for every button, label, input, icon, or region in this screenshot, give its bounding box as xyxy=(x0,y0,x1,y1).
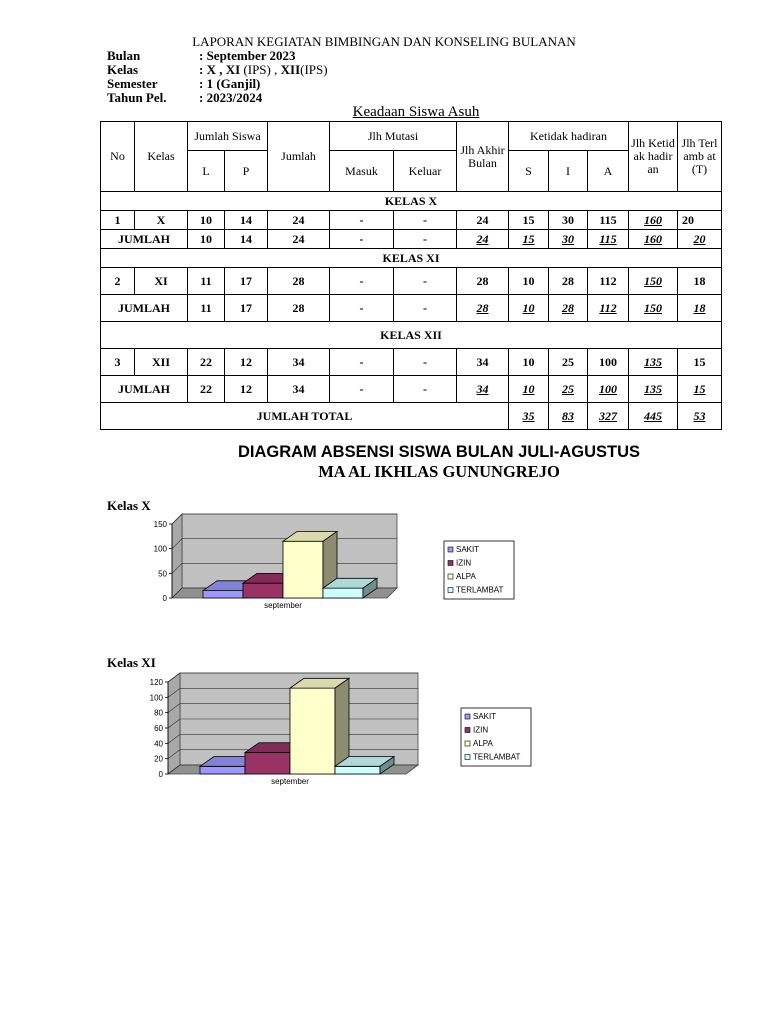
legend-label-izin: IZIN xyxy=(456,558,472,568)
cell-s: 10 xyxy=(509,349,549,376)
cell-keluar: - xyxy=(394,295,457,322)
info-label-tahun: Tahun Pel. xyxy=(107,90,167,105)
cell-keluar: - xyxy=(394,211,457,230)
cell-terlambat: 20 xyxy=(678,230,722,249)
legend-swatch-sakit xyxy=(465,714,470,719)
y-tick-label: 150 xyxy=(153,520,167,529)
cell-akhir: 28 xyxy=(457,268,509,295)
cell-i: 83 xyxy=(549,403,588,430)
legend-swatch-terlambat xyxy=(448,588,453,593)
cell-terlambat: 15 xyxy=(678,376,722,403)
info-value-tahun: : 2023/2024 xyxy=(199,90,263,105)
y-tick-label: 120 xyxy=(149,678,163,687)
info-label-semester: Semester xyxy=(107,76,158,91)
bar-terlambat-front xyxy=(323,588,363,598)
header-mutasi: Jlh Mutasi xyxy=(330,122,457,151)
cell-l: 11 xyxy=(188,295,225,322)
legend-swatch-izin xyxy=(465,728,470,733)
cell-masuk: - xyxy=(330,268,394,295)
chart-1 xyxy=(150,673,531,786)
y-tick-label: 100 xyxy=(153,544,167,554)
legend-label-terlambat: TERLAMBAT xyxy=(473,752,521,762)
legend-swatch-alpa xyxy=(465,741,470,746)
cell-a: 112 xyxy=(588,268,629,295)
cell-a: 100 xyxy=(588,349,629,376)
bar-alpa-front xyxy=(283,541,323,598)
cell-i: 25 xyxy=(549,376,588,403)
cell-keluar: - xyxy=(394,230,457,249)
header-a: A xyxy=(588,151,629,192)
cell-s: 35 xyxy=(509,403,549,430)
cell-masuk: - xyxy=(330,376,394,403)
header-jumlah-siswa: Jumlah Siswa xyxy=(188,122,268,151)
info-label-kelas: Kelas xyxy=(107,62,139,77)
cell-s: 10 xyxy=(509,376,549,403)
cell-terlambat: 18 xyxy=(678,268,722,295)
cell-l: 11 xyxy=(188,268,225,295)
cell-jlh-ketidakhadiran: 445 xyxy=(629,403,678,430)
cell-p: 12 xyxy=(225,349,268,376)
cell-terlambat: 20 xyxy=(678,211,722,230)
chart-side-wall xyxy=(172,514,182,598)
cell-p: 12 xyxy=(225,376,268,403)
cell-jumlah: 34 xyxy=(268,349,330,376)
cell-akhir: 28 xyxy=(457,295,509,322)
cell-no: 1 xyxy=(101,211,135,230)
cell-l: 22 xyxy=(188,376,225,403)
y-tick-label: 50 xyxy=(158,569,167,579)
cell-jlh-ketidakhadiran: 135 xyxy=(629,349,678,376)
cell-akhir: 34 xyxy=(457,376,509,403)
header-akhir: Jlh Akhir Bulan xyxy=(457,122,509,192)
chart-0 xyxy=(154,514,514,610)
header-masuk: Masuk xyxy=(330,151,394,192)
chart-label-kelas-xi: Kelas XI xyxy=(107,655,156,670)
cell-jumlah: 24 xyxy=(268,211,330,230)
cell-jlh-ketidakhadiran: 150 xyxy=(629,268,678,295)
bar-sakit-front xyxy=(203,591,243,598)
cell-akhir: 24 xyxy=(457,211,509,230)
header-jumlah: Jumlah xyxy=(268,122,330,192)
cell-p: 17 xyxy=(225,295,268,322)
header-i: I xyxy=(549,151,588,192)
total-label: JUMLAH xyxy=(101,230,188,249)
cell-jlh-ketidakhadiran: 160 xyxy=(629,230,678,249)
legend-label-terlambat: TERLAMBAT xyxy=(456,585,504,595)
grand-total-label: JUMLAH TOTAL xyxy=(101,403,509,430)
diagram-title-line1: DIAGRAM ABSENSI SISWA BULAN JULI-AGUSTUS xyxy=(237,443,641,461)
table-title: Keadaan Siswa Asuh xyxy=(352,104,480,120)
section-header: KELAS XII xyxy=(101,322,722,349)
cell-p: 17 xyxy=(225,268,268,295)
cell-l: 22 xyxy=(188,349,225,376)
cell-a: 112 xyxy=(588,295,629,322)
info-value-kelas-xii: XII xyxy=(280,62,301,77)
cell-terlambat: 18 xyxy=(678,295,722,322)
cell-p: 14 xyxy=(225,230,268,249)
cell-i: 28 xyxy=(549,295,588,322)
legend-swatch-terlambat xyxy=(465,755,470,760)
cell-l: 10 xyxy=(188,211,225,230)
y-tick-label: 100 xyxy=(149,693,163,703)
diagram-title-line2: MA AL IKHLAS GUNUNGREJO xyxy=(318,462,560,481)
cell-l: 10 xyxy=(188,230,225,249)
cell-a: 100 xyxy=(588,376,629,403)
cell-terlambat: 15 xyxy=(678,349,722,376)
cell-jumlah: 28 xyxy=(268,268,330,295)
cell-jumlah: 24 xyxy=(268,230,330,249)
header-kelas: Kelas xyxy=(135,122,188,192)
header-l: L xyxy=(188,151,225,192)
cell-s: 15 xyxy=(509,211,549,230)
cell-s: 15 xyxy=(509,230,549,249)
cell-kelas: XI xyxy=(135,268,188,295)
y-tick-label: 80 xyxy=(154,708,163,718)
info-value-kelas-ips: (IPS) , xyxy=(240,62,281,77)
y-tick-label: 0 xyxy=(158,770,163,779)
bar-sakit-front xyxy=(200,766,245,774)
cell-keluar: - xyxy=(394,268,457,295)
cell-keluar: - xyxy=(394,349,457,376)
cell-jumlah: 28 xyxy=(268,295,330,322)
header-ketidakhadiran: Ketidak hadiran xyxy=(509,122,629,151)
cell-masuk: - xyxy=(330,211,394,230)
legend-swatch-alpa xyxy=(448,574,453,579)
cell-i: 30 xyxy=(549,211,588,230)
cell-keluar: - xyxy=(394,376,457,403)
header-s: S xyxy=(509,151,549,192)
info-value-bulan: : September 2023 xyxy=(199,48,296,63)
legend-label-alpa: ALPA xyxy=(456,572,476,581)
report-title: LAPORAN KEGIATAN BIMBINGAN DAN KONSELING BULANAN xyxy=(192,34,576,49)
legend-label-izin: IZIN xyxy=(473,725,489,735)
info-label-bulan: Bulan xyxy=(107,48,141,63)
info-value-kelas-main: : X , XI xyxy=(199,62,241,77)
cell-jlh-ketidakhadiran: 135 xyxy=(629,376,678,403)
x-category-label: september xyxy=(264,601,302,610)
cell-a: 115 xyxy=(588,211,629,230)
cell-akhir: 24 xyxy=(457,230,509,249)
section-header: KELAS X xyxy=(101,192,722,211)
cell-kelas: XII xyxy=(135,349,188,376)
cell-akhir: 34 xyxy=(457,349,509,376)
info-value-kelas-ips2: (IPS) xyxy=(300,62,328,77)
cell-jumlah: 34 xyxy=(268,376,330,403)
cell-kelas: X xyxy=(135,211,188,230)
bar-alpa-front xyxy=(290,688,335,774)
total-label: JUMLAH xyxy=(101,376,188,403)
cell-i: 25 xyxy=(549,349,588,376)
legend-swatch-izin xyxy=(448,561,453,566)
cell-a: 115 xyxy=(588,230,629,249)
header-no: No xyxy=(101,122,135,192)
bar-izin-front xyxy=(245,753,290,774)
cell-s: 10 xyxy=(509,268,549,295)
cell-s: 10 xyxy=(509,295,549,322)
total-label: JUMLAH xyxy=(101,295,188,322)
cell-p: 14 xyxy=(225,211,268,230)
section-header: KELAS XI xyxy=(101,249,722,268)
header-keluar: Keluar xyxy=(394,151,457,192)
legend-label-sakit: SAKIT xyxy=(473,712,497,721)
cell-no: 3 xyxy=(101,349,135,376)
cell-masuk: - xyxy=(330,349,394,376)
cell-jlh-ketidakhadiran: 150 xyxy=(629,295,678,322)
y-tick-label: 60 xyxy=(154,724,163,733)
cell-masuk: - xyxy=(330,230,394,249)
cell-jlh-ketidakhadiran: 160 xyxy=(629,211,678,230)
info-value-semester: : 1 (Ganjil) xyxy=(199,76,261,91)
legend-swatch-sakit xyxy=(448,547,453,552)
bar-terlambat-front xyxy=(335,766,380,774)
cell-no: 2 xyxy=(101,268,135,295)
y-tick-label: 0 xyxy=(162,594,167,603)
cell-i: 30 xyxy=(549,230,588,249)
legend-label-sakit: SAKIT xyxy=(456,545,480,554)
chart-label-kelas-x: Kelas X xyxy=(107,498,151,513)
legend-label-alpa: ALPA xyxy=(473,739,493,748)
cell-a: 327 xyxy=(588,403,629,430)
cell-terlambat: 53 xyxy=(678,403,722,430)
header-jlh-ketidakhadiran: Jlh Ketid ak hadir an xyxy=(629,122,678,192)
cell-i: 28 xyxy=(549,268,588,295)
cell-masuk: - xyxy=(330,295,394,322)
x-category-label: september xyxy=(271,777,309,786)
header-terlambat: Jlh Terl amb at (T) xyxy=(678,122,722,192)
header-p: P xyxy=(225,151,268,192)
y-tick-label: 40 xyxy=(154,739,163,749)
bar-izin-front xyxy=(243,583,283,598)
y-tick-label: 20 xyxy=(154,754,163,764)
